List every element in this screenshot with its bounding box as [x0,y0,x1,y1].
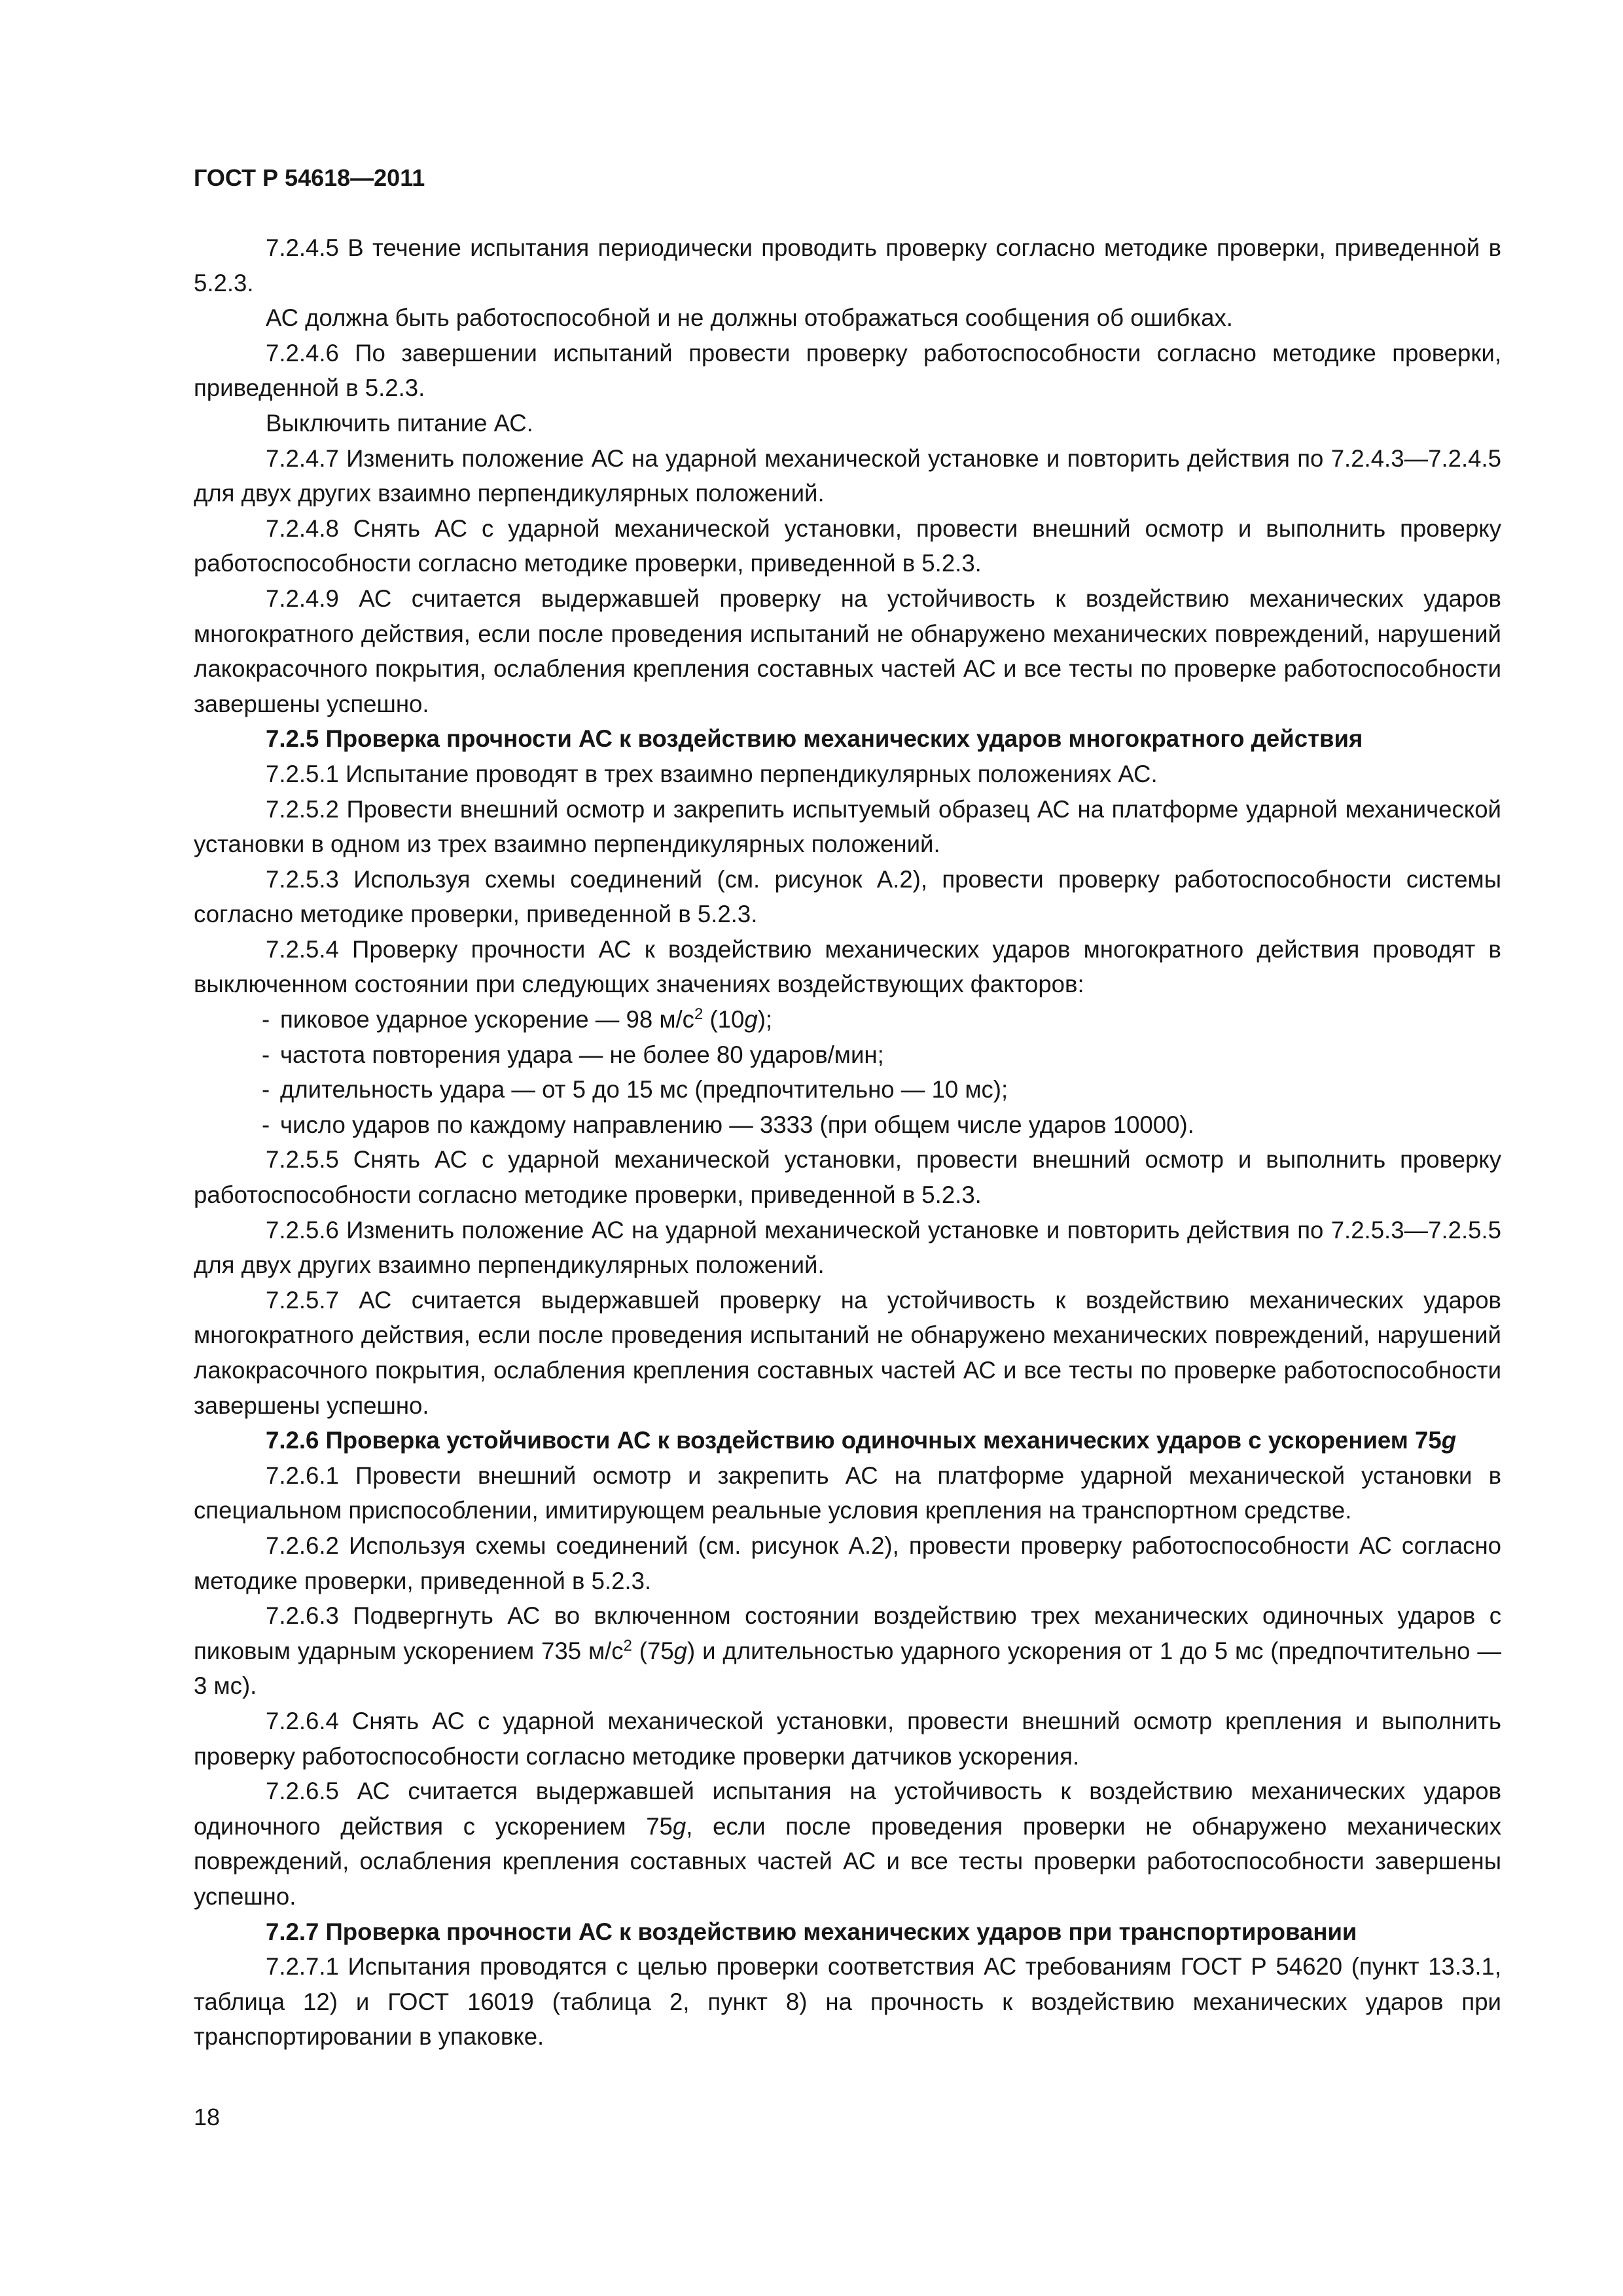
list-item [194,1107,1501,1143]
list-dash: - [262,1041,270,1068]
paragraph-7-2-5-1: 7.2.5.1 Испытание проводят в трех взаимно перпендикулярных положениях АС. [266,760,1158,787]
list-dash: - [262,1111,270,1138]
italic-g: g [744,1006,758,1033]
paragraph-text: 7.2.6.3 Подвергнуть АС во включенном состоянии воздействию трех механических одиночных ударов с пиковым ударным ускорением 735 м/с [194,1602,1501,1664]
italic-g: g [672,1812,687,1840]
paragraph-7-2-6-5 [194,1774,1501,1914]
paragraph-7-2-4-5: 7.2.4.5 В течение испытания периодически проводить проверку согласно методике проверки, приведенной в 5.2.3. [194,234,1501,296]
paragraph-7-2-7-1: 7.2.7.1 Испытания проводятся с целью проверки соответствия АС требованиям ГОСТ Р 54620 (пункт 13.3.1, таблица 12) и ГОСТ 16019 (таблица 2, пункт 8) на прочность к воздействию механических ударов при транспортировании в упаковке. [194,1953,1501,2051]
paragraph-7-2-5-5: 7.2.5.5 Снять АС с ударной механической установки, провести внешний осмотр и выполнить проверку работоспособности согласно методике проверки, приведенной в 5.2.3. [194,1146,1501,1209]
heading-7-2-7: 7.2.7 Проверка прочности АС к воздействию механических ударов при транспортировании [266,1918,1357,1945]
document-text [194,230,1501,2054]
italic-g: g [1441,1427,1457,1454]
list-item-text: длительность удара — от 5 до 15 мс (предпочтительно — 10 мс); [280,1076,1008,1103]
list-item-text: ); [757,1006,773,1033]
paragraph-text: , если после проведения проверки не обнаружено механических повреждений, ослабления крепления составных частей АС и все тесты проверки работоспособности завершены успешно. [194,1812,1501,1910]
paragraph-7-2-6-3 [194,1598,1501,1704]
paragraph-7-2-4-6: 7.2.4.6 По завершении испытаний провести проверку работоспособности согласно методике проверки, приведенной в 5.2.3. [194,339,1501,402]
italic-g: g [673,1637,688,1664]
paragraph-7-2-4-6-note: Выключить питание АС. [266,409,533,437]
list-item [194,1002,1501,1037]
paragraph-7-2-4-5-note: АС должна быть работоспособной и не должны отображаться сообщения об ошибках. [266,304,1233,332]
paragraph-text: (75 [632,1637,674,1664]
paragraph-7-2-6-2: 7.2.6.2 Используя схемы соединений (см. рисунок А.2), провести проверку работоспособности АС согласно методике проверки, приведенной в 5.2.3. [194,1532,1501,1594]
paragraph-7-2-5-7: 7.2.5.7 АС считается выдержавшей проверку на устойчивость к воздействию механических ударов многократного действия, если после проведения испытаний не обнаружено механических повреждений, нарушений лакокрасочного покрытия, ослабления крепления составных частей АС и все тесты по проверке работоспособности завершены успешно. [194,1286,1501,1419]
superscript: 2 [623,1636,632,1655]
paragraph-7-2-5-4: 7.2.5.4 Проверку прочности АС к воздействию механических ударов многократного действия проводят в выключенном состоянии при следующих значениях воздействующих факторов: [194,935,1501,998]
paragraph-text: 7.2.6.5 АС считается выдержавшей испытания на устойчивость к воздействию механических ударов одиночного действия с ускорением 75 [194,1778,1501,1840]
heading-text: 7.2.6 Проверка устойчивости АС к воздействию одиночных механических ударов с ускорением 75 [266,1427,1442,1454]
list-item-text: (10 [703,1006,745,1033]
list-item-text: частота повторения удара — не более 80 ударов/мин; [280,1041,884,1068]
paragraph-7-2-6-4: 7.2.6.4 Снять АС с ударной механической установки, провести внешний осмотр крепления и выполнить проверку работоспособности согласно методике проверки датчиков ускорения. [194,1707,1501,1770]
paragraph-7-2-5-2: 7.2.5.2 Провести внешний осмотр и закрепить испытуемый образец АС на платформе ударной механической установки в одном из трех взаимно перпендикулярных положений. [194,795,1501,858]
list-dash: - [262,1076,270,1103]
paragraph-7-2-4-9: 7.2.4.9 АС считается выдержавшей проверку на устойчивость к воздействию механических ударов многократного действия, если после проведения испытаний не обнаружено механических повреждений, нарушений лакокрасочного покрытия, ослабления крепления составных частей АС и все тесты по проверке работоспособности завершены успешно. [194,584,1501,717]
heading-7-2-6 [194,1423,1501,1458]
paragraph-7-2-5-3: 7.2.5.3 Используя схемы соединений (см. рисунок А.2), провести проверку работоспособности системы согласно методике проверки, приведенной в 5.2.3. [194,865,1501,928]
page-number: 18 [194,2104,221,2130]
list-dash: - [262,1006,270,1033]
list-item [194,1072,1501,1107]
paragraph-7-2-4-8: 7.2.4.8 Снять АС с ударной механической установки, провести внешний осмотр и выполнить проверку работоспособности согласно методике проверки, приведенной в 5.2.3. [194,514,1501,577]
superscript: 2 [694,1005,704,1023]
list-item [194,1037,1501,1073]
page-body [194,230,1501,2054]
list-item-text: число ударов по каждому направлению — 3333 (при общем числе ударов 10000). [280,1111,1194,1138]
paragraph-7-2-4-7: 7.2.4.7 Изменить положение АС на ударной механической установке и повторить действия по 7.2.4.3—7.2.4.5 для двух других взаимно перпендикулярных положений. [194,444,1501,507]
paragraph-7-2-6-1: 7.2.6.1 Провести внешний осмотр и закрепить АС на платформе ударной механической установки в специальном приспособлении, имитирующем реальные условия крепления на транспортном средстве. [194,1462,1501,1524]
list-item-text: пиковое ударное ускорение — 98 м/с [280,1006,694,1033]
paragraph-7-2-5-6: 7.2.5.6 Изменить положение АС на ударной механической установке и повторить действия по 7.2.5.3—7.2.5.5 для двух других взаимно перпендикулярных положений. [194,1216,1501,1279]
heading-7-2-5: 7.2.5 Проверка прочности АС к воздействию механических ударов многократного действия [266,725,1363,753]
paragraph-text: ) и длительностью ударного ускорения от 1 до 5 мс (предпочтительно — 3 мс). [194,1637,1501,1700]
document-id: ГОСТ Р 54618—2011 [194,164,425,191]
document-header [194,165,425,191]
